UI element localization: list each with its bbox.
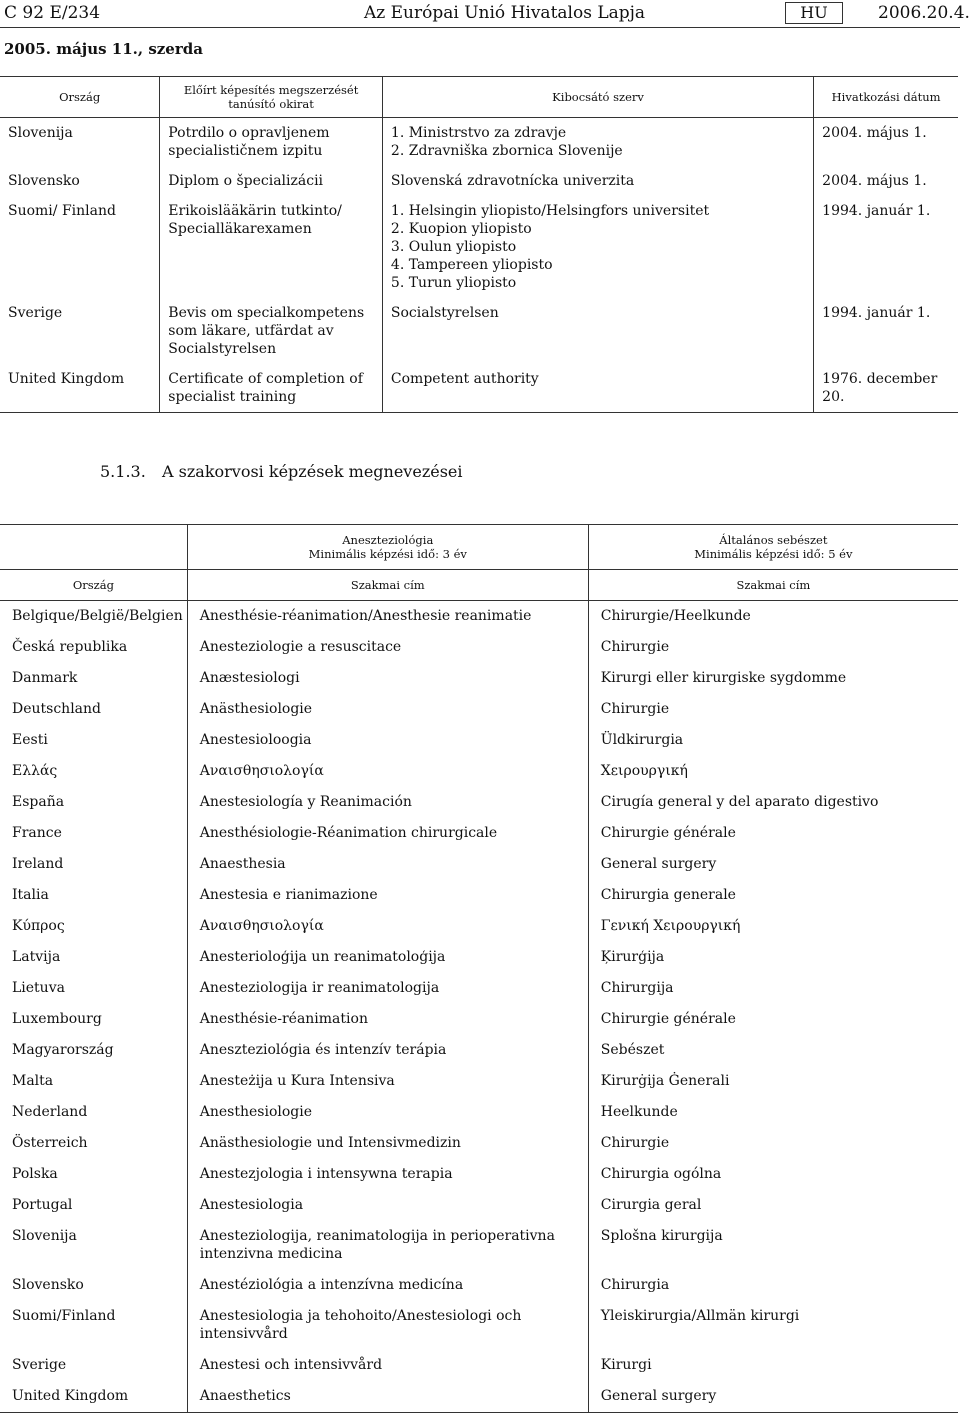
surgery-title-cell: Yleiskirurgia/Allmän kirurgi [588,1301,958,1350]
anaesthesiology-title-cell: Anesteżija u Kura Intensiva [187,1066,588,1097]
certificate-table [0,76,958,413]
reference-date-cell: 1994. január 1. [814,298,958,364]
language-code: HU [785,2,843,24]
anaesthesiology-title-cell: Anesterioloģija un reanimatoloģija [187,942,588,973]
country-cell: Eesti [12,732,48,748]
country-cell: Polska [12,1166,58,1182]
issuer-cell [382,118,813,167]
header-reference-date: Hivatkozási dátum [814,77,958,118]
surgery-title-cell: Ķirurģija [588,942,958,973]
journal-title: Az Európai Unió Hivatalos Lapja [364,3,646,23]
country-cell: Belgique/België/Belgien [12,608,183,624]
specialty-group-header [0,525,958,570]
anaesthesiology-title-cell: Anaesthetics [187,1381,588,1413]
anaesthesiology-title-cell: Anestesia e rianimazione [187,880,588,911]
issuer-item: 2. Zdravniška zbornica Slovenije [390,143,623,159]
anaesthesiology-title-cell: Aneszteziológia és intenzív terápia [187,1035,588,1066]
issuer-cell [382,298,813,364]
surgery-title-cell: Kirurgi [588,1350,958,1381]
country-cell: Sverige [12,1357,67,1373]
specialty-row [0,1035,958,1066]
anaesthesiology-duration: Minimális képzési idő: 3 év [308,547,467,561]
country-cell: Slovensko [8,173,80,189]
country-cell: Deutschland [12,701,101,717]
anaesthesiology-title-cell: Αναισθησιολογία [187,911,588,942]
certificate-cell: Certificate of completion of specialist training [160,364,383,413]
publication-date: 2006.20.4. [878,3,970,23]
surgery-title-cell: Chirurgie [588,632,958,663]
surgery-title-cell: Kirurgi eller kirurgiske sygdomme [588,663,958,694]
specialty-row [0,1128,958,1159]
specialty-row [0,725,958,756]
surgery-title-cell: Heelkunde [588,1097,958,1128]
specialty-row [0,1350,958,1381]
country-cell: Slovensko [12,1277,84,1293]
anaesthesiology-title-cell: Anæstesiologi [187,663,588,694]
surgery-title-cell: Chirurgie générale [588,1004,958,1035]
session-date: 2005. május 11., szerda [4,40,203,58]
anaesthesiology-title-cell: Anestezjologia i intensywna terapia [187,1159,588,1190]
specialty-row [0,756,958,787]
reference-date-cell: 2004. május 1. [814,118,958,167]
country-cell: Italia [12,887,49,903]
anaesthesiology-title-cell: Anestesioloogia [187,725,588,756]
certificate-row [0,298,958,364]
specialty-row [0,632,958,663]
subheader-country: Ország [0,570,187,601]
anaesthesiology-title-cell: Anestesi och intensivvård [187,1350,588,1381]
issuer-list [391,370,809,388]
surgery-title-cell: General surgery [588,849,958,880]
surgery-title-cell: Chirurgie [588,1128,958,1159]
header-certificate-line1: Előírt képesítés megszerzését [183,83,359,97]
page-header [0,0,970,30]
country-cell: Luxembourg [12,1011,102,1027]
surgery-title-cell: Sebészet [588,1035,958,1066]
surgery-title-cell: Chirurgia generale [588,880,958,911]
section-number: 5.1.3. [100,462,146,481]
country-cell: Portugal [12,1197,73,1213]
country-cell: Malta [12,1073,54,1089]
reference-date-cell: 1976. december 20. [814,364,958,413]
surgery-title-cell: Chirurgia [588,1270,958,1301]
specialty-row [0,942,958,973]
country-cell: Sverige [8,305,63,321]
header-blank [0,525,187,570]
issuer-item: 2. Kuopion yliopisto [390,221,532,237]
anaesthesiology-title-cell: Anestéziológia a intenzívna medicína [187,1270,588,1301]
anaesthesiology-title-cell: Anestesiologia ja tehohoito/Anestesiologi och intensivvård [187,1301,588,1350]
certificate-table-header [0,77,958,118]
country-cell: Ireland [12,856,64,872]
issuer-cell [382,364,813,413]
header-issuer: Kibocsátó szerv [382,77,813,118]
anaesthesiology-title-cell: Anesthésie-réanimation [187,1004,588,1035]
country-cell: Österreich [12,1135,88,1151]
surgery-title-cell: Üldkirurgia [588,725,958,756]
country-cell: Česká republika [12,639,128,655]
surgery-title-cell: Χειρουργική [588,756,958,787]
issuer-item: 3. Oulun yliopisto [390,239,517,255]
issuer-list [391,304,809,322]
certificate-row [0,118,958,167]
surgery-title-cell: Kirurġija Ġenerali [588,1066,958,1097]
country-cell: United Kingdom [0,1381,187,1413]
header-rule [0,27,960,28]
issuer-item: 1. Helsingin yliopisto/Helsingfors universitet [390,203,710,219]
issuer-list [391,124,809,160]
specialty-titles-table [0,524,958,1413]
header-certificate [160,77,383,118]
country-cell: United Kingdom [0,364,160,413]
anaesthesiology-name: Aneszteziológia [342,533,434,547]
issuer-item: Slovenská zdravotnícka univerzita [390,173,635,189]
section-title: A szakorvosi képzések megnevezései [162,462,463,481]
specialty-row [0,601,958,633]
header-country: Ország [0,77,160,118]
certificate-row [0,196,958,298]
country-cell: Ελλάς [12,763,58,779]
country-cell: Lietuva [12,980,65,996]
header-general-surgery [588,525,958,570]
issuer-cell [382,166,813,196]
issuer-item: 5. Turun yliopisto [390,275,517,291]
certificate-cell: Bevis om specialkompetens som läkare, utfärdat av Socialstyrelsen [160,298,383,364]
issuer-list [391,172,809,190]
specialty-row [0,1221,958,1270]
issuer-item: 1. Ministrstvo za zdravje [390,125,567,141]
country-cell: Suomi/ Finland [8,203,116,219]
surgery-title-cell: Cirugía general y del aparato digestivo [588,787,958,818]
specialty-row [0,818,958,849]
issuer-item: Competent authority [390,371,539,387]
subheader-title-anaesthesiology: Szakmai cím [187,570,588,601]
reference-date-cell: 2004. május 1. [814,166,958,196]
anaesthesiology-title-cell: Anestesiologia [187,1190,588,1221]
specialty-row [0,1097,958,1128]
specialty-row [0,849,958,880]
general-surgery-duration: Minimális képzési idő: 5 év [694,547,853,561]
surgery-title-cell: Chirurgija [588,973,958,1004]
anaesthesiology-title-cell: Anästhesiologie [187,694,588,725]
country-cell: Nederland [12,1104,88,1120]
anaesthesiology-title-cell: Anaesthesia [187,849,588,880]
certificate-cell: Diplom o špecializácii [160,166,383,196]
general-surgery-name: Általános sebészet [719,533,828,547]
surgery-title-cell: Chirurgia ogólna [588,1159,958,1190]
anaesthesiology-title-cell: Anästhesiologie und Intensivmedizin [187,1128,588,1159]
specialty-row [0,880,958,911]
specialty-row [0,787,958,818]
specialty-row [0,663,958,694]
surgery-title-cell: Chirurgie/Heelkunde [588,601,958,633]
issuer-cell [382,196,813,298]
certificate-cell: Potrdilo o opravljenem specialističnem izpitu [160,118,383,167]
anaesthesiology-title-cell: Anesthésie-réanimation/Anesthesie reanimatie [187,601,588,633]
surgery-title-cell: General surgery [588,1381,958,1413]
anaesthesiology-title-cell: Anesthesiologie [187,1097,588,1128]
specialty-row [0,973,958,1004]
reference-date-cell: 1994. január 1. [814,196,958,298]
anaesthesiology-title-cell: Anesteziologie a resuscitace [187,632,588,663]
issuer-list [391,202,809,292]
specialty-row [0,1190,958,1221]
specialty-row [0,1301,958,1350]
country-cell: España [12,794,65,810]
country-cell: Latvija [12,949,61,965]
specialty-row [0,1159,958,1190]
anaesthesiology-title-cell: Anesteziologija ir reanimatologija [187,973,588,1004]
anaesthesiology-title-cell: Αναισθησιολογία [187,756,588,787]
issuer-item: Socialstyrelsen [390,305,499,321]
certificate-row [0,364,958,413]
country-cell: Slovenija [12,1228,77,1244]
surgery-title-cell: Chirurgie [588,694,958,725]
country-cell: Κύπρος [12,918,65,934]
country-cell: Slovenija [8,125,73,141]
country-cell: Suomi/Finland [12,1308,116,1324]
certificate-cell: Erikoislääkärin tutkinto/ Specialläkarexamen [160,196,383,298]
header-anaesthesiology [187,525,588,570]
surgery-title-cell: Γενική Χειρουργική [588,911,958,942]
specialty-row [0,1270,958,1301]
specialty-row [0,911,958,942]
surgery-title-cell: Cirurgia geral [588,1190,958,1221]
specialty-row [0,694,958,725]
header-certificate-line2: tanúsító okirat [228,97,314,111]
anaesthesiology-title-cell: Anesthésiologie-Réanimation chirurgicale [187,818,588,849]
specialty-row [0,1066,958,1097]
country-cell: Magyarország [12,1042,114,1058]
anaesthesiology-title-cell: Anestesiología y Reanimación [187,787,588,818]
specialty-row [0,1004,958,1035]
surgery-title-cell: Chirurgie générale [588,818,958,849]
specialty-subheader [0,570,958,601]
specialty-row [0,1381,958,1413]
journal-reference: C 92 E/234 [4,3,101,23]
surgery-title-cell: Splošna kirurgija [588,1221,958,1270]
section-heading [100,462,463,481]
anaesthesiology-title-cell: Anesteziologija, reanimatologija in perioperativna intenzivna medicina [187,1221,588,1270]
subheader-title-surgery: Szakmai cím [588,570,958,601]
country-cell: France [12,825,62,841]
issuer-item: 4. Tampereen yliopisto [390,257,553,273]
country-cell: Danmark [12,670,78,686]
certificate-row [0,166,958,196]
